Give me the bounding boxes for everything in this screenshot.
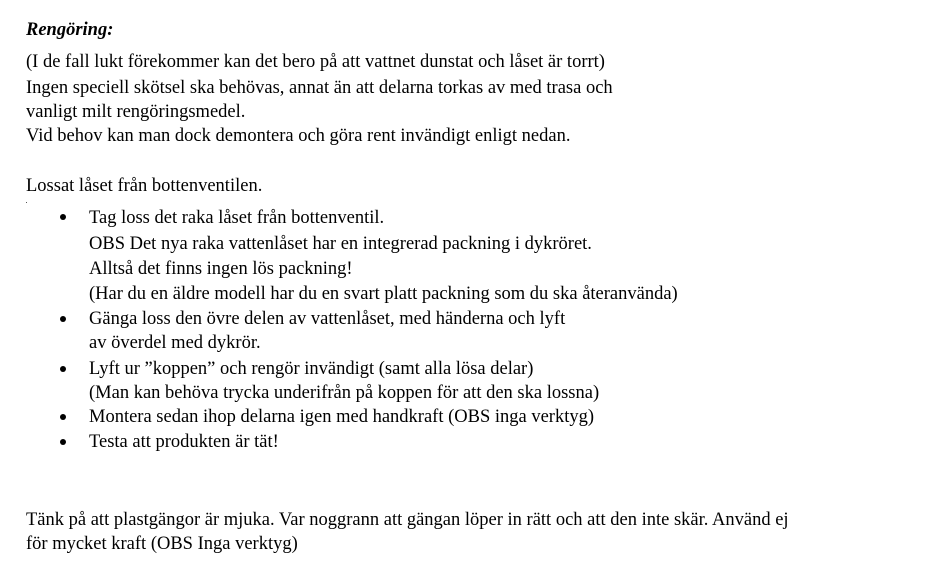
intro-line: Vid behov kan man dock demontera och göra rent invändigt enligt nedan. <box>26 126 571 146</box>
step-line: (Har du en äldre modell har du en svart platt packning som du ska återanvända) <box>89 284 678 304</box>
intro-line: vanligt milt rengöringsmedel. <box>26 102 246 122</box>
warning-line: för mycket kraft (OBS Inga verktyg) <box>26 534 298 554</box>
intro-line: (I de fall lukt förekommer kan det bero på att vattnet dunstat och låset är torrt) <box>26 52 605 72</box>
bullet-marker <box>60 316 66 322</box>
step-intro: Lossat låset från bottenventilen. <box>26 176 263 196</box>
warning-line: Tänk på att plastgängor är mjuka. Var noggrann att gängan löper in rätt och att den inte skär. Använd ej <box>26 510 789 530</box>
bullet-marker <box>60 366 66 372</box>
section-heading: Rengöring: <box>26 20 114 40</box>
bullet-marker <box>60 214 66 220</box>
bullet-marker <box>60 439 66 445</box>
stray-dot <box>26 202 27 203</box>
step-line: av överdel med dykrör. <box>89 333 261 353</box>
step-line: OBS Det nya raka vattenlåset har en integrerad packning i dykröret. <box>89 234 592 254</box>
bullet-marker <box>60 414 66 420</box>
step-line: Montera sedan ihop delarna igen med handkraft (OBS inga verktyg) <box>89 407 595 427</box>
intro-line: Ingen speciell skötsel ska behövas, annat än att delarna torkas av med trasa och <box>26 78 613 98</box>
step-line: Lyft ur ”koppen” och rengör invändigt (samt alla lösa delar) <box>89 359 534 379</box>
step-line: Alltså det finns ingen lös packning! <box>89 259 353 279</box>
step-line: Gänga loss den övre delen av vattenlåset, med händerna och lyft <box>89 309 566 329</box>
step-line: Tag loss det raka låset från bottenventil. <box>89 208 385 228</box>
step-line: Testa att produkten är tät! <box>89 432 279 452</box>
step-line: (Man kan behöva trycka underifrån på koppen för att den ska lossna) <box>89 383 600 403</box>
